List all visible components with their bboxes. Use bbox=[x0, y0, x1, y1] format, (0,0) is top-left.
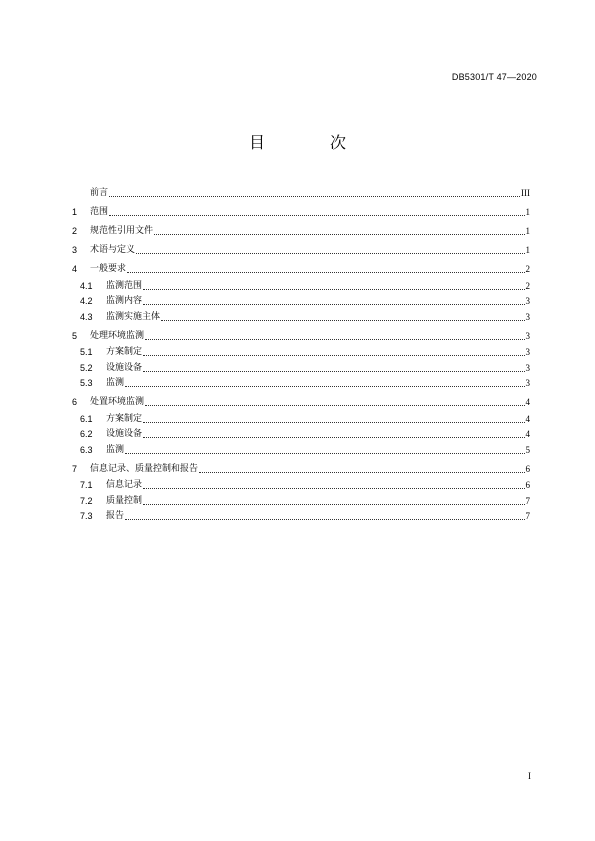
toc-entry-number: 6.2 bbox=[80, 429, 93, 439]
toc-entry[interactable] bbox=[72, 425, 530, 441]
toc-dot-leader bbox=[161, 320, 524, 321]
toc-entry[interactable] bbox=[72, 389, 530, 408]
toc-dot-leader bbox=[143, 371, 524, 372]
toc-entry-page: 4 bbox=[525, 413, 530, 424]
toc-entry-page: 1 bbox=[525, 226, 530, 236]
toc-entry-label: 方案制定 bbox=[106, 413, 143, 424]
toc-entry-label: 一般要求 bbox=[90, 264, 127, 274]
toc-entry-page: 2 bbox=[525, 280, 530, 291]
toc-entry-page: 2 bbox=[525, 264, 530, 274]
footer-page-number: I bbox=[528, 771, 531, 781]
toc-entry[interactable] bbox=[72, 323, 530, 342]
toc-entry-page: 7 bbox=[525, 511, 530, 521]
toc-entry-page: 5 bbox=[525, 444, 530, 455]
toc-entry-label: 质量控制 bbox=[106, 495, 143, 506]
toc-entry-number: 7.2 bbox=[80, 495, 93, 506]
toc-entry-label: 信息记录 bbox=[106, 480, 143, 490]
toc-entry-number: 2 bbox=[72, 226, 78, 236]
toc-entry-label: 规范性引用文件 bbox=[90, 226, 154, 236]
toc-entry-label: 处理环境监测 bbox=[90, 330, 145, 341]
toc-dot-leader bbox=[143, 304, 524, 305]
toc-entry-label: 报告 bbox=[106, 511, 125, 521]
toc-dot-leader bbox=[109, 196, 520, 197]
toc-entry-label: 处置环境监测 bbox=[90, 397, 145, 407]
toc-dot-leader bbox=[125, 519, 524, 520]
toc-entry-page: 4 bbox=[525, 429, 530, 439]
toc-entry[interactable] bbox=[72, 358, 530, 374]
toc-entry-page: 6 bbox=[525, 463, 530, 474]
toc-entry-page: 6 bbox=[525, 480, 530, 490]
toc-dot-leader bbox=[145, 339, 524, 340]
toc-entry-page: 1 bbox=[525, 207, 530, 217]
toc-entry-page: III bbox=[521, 188, 530, 198]
toc-entry-page: 3 bbox=[525, 296, 530, 306]
toc-entry-label: 术语与定义 bbox=[90, 245, 136, 255]
toc-entry-label: 设施设备 bbox=[106, 429, 143, 439]
toc-entry-number: 6.3 bbox=[80, 444, 93, 455]
toc-entry-number: 7 bbox=[72, 463, 78, 474]
toc-entry-page: 3 bbox=[525, 330, 530, 341]
toc-entry[interactable] bbox=[72, 276, 530, 292]
toc-entry-number: 5.1 bbox=[80, 347, 93, 357]
document-code: DB5301/T 47—2020 bbox=[451, 72, 537, 82]
toc-entry-label: 范围 bbox=[90, 207, 109, 217]
toc-entry-number: 4 bbox=[72, 264, 78, 274]
toc-dot-leader bbox=[143, 289, 524, 290]
toc-entry-page: 7 bbox=[525, 495, 530, 506]
toc-entry[interactable] bbox=[72, 180, 530, 199]
toc-entry[interactable] bbox=[72, 199, 530, 218]
toc-entry-number: 6.1 bbox=[80, 413, 93, 424]
toc-entry-label: 监测 bbox=[106, 444, 125, 455]
toc-entry[interactable] bbox=[72, 374, 530, 390]
toc-dot-leader bbox=[125, 453, 524, 454]
toc-entry-number: 3 bbox=[72, 245, 78, 255]
toc-entry[interactable] bbox=[72, 456, 530, 475]
toc-dot-leader bbox=[143, 422, 524, 423]
toc-dot-leader bbox=[127, 272, 524, 273]
toc-entry-number: 4.3 bbox=[80, 311, 93, 322]
toc-dot-leader bbox=[125, 386, 524, 387]
toc-dot-leader bbox=[143, 488, 524, 489]
toc-entry-number: 4.1 bbox=[80, 280, 93, 291]
toc-entry[interactable] bbox=[72, 343, 530, 359]
toc-entry-page: 4 bbox=[525, 397, 530, 407]
toc-dot-leader bbox=[145, 405, 524, 406]
toc-entry-label: 监测内容 bbox=[106, 296, 143, 306]
toc-dot-leader bbox=[109, 215, 524, 216]
toc-entry-label: 方案制定 bbox=[106, 347, 143, 357]
toc-entry-page: 3 bbox=[525, 362, 530, 373]
toc-entry-label: 信息记录、质量控制和报告 bbox=[90, 463, 199, 474]
toc-entry[interactable] bbox=[72, 237, 530, 256]
toc-dot-leader bbox=[199, 472, 524, 473]
toc-dot-leader bbox=[143, 355, 524, 356]
toc-entry-page: 3 bbox=[525, 347, 530, 357]
toc-entry[interactable] bbox=[72, 218, 530, 237]
toc-entry-label: 前言 bbox=[90, 188, 109, 198]
toc-entry[interactable] bbox=[72, 507, 530, 523]
toc-entry-number: 7.1 bbox=[80, 480, 93, 490]
toc-entry-number: 5 bbox=[72, 330, 78, 341]
toc-entry[interactable] bbox=[72, 491, 530, 507]
toc-entry[interactable] bbox=[72, 440, 530, 456]
toc-entry-page: 3 bbox=[525, 311, 530, 322]
toc-dot-leader bbox=[154, 234, 524, 235]
toc-dot-leader bbox=[143, 504, 524, 505]
toc-entry-number: 6 bbox=[72, 397, 78, 407]
toc-entry-label: 监测实施主体 bbox=[106, 311, 161, 322]
toc-entry[interactable] bbox=[72, 476, 530, 492]
toc-entry-label: 设施设备 bbox=[106, 362, 143, 373]
toc-entry-page: 3 bbox=[525, 378, 530, 388]
toc-entry-number: 5.2 bbox=[80, 362, 93, 373]
toc-entry-label: 监测 bbox=[106, 378, 125, 388]
toc-title: 目 次 bbox=[248, 133, 377, 152]
toc-entry[interactable] bbox=[72, 292, 530, 308]
toc-entry-number: 5.3 bbox=[80, 378, 93, 388]
toc-dot-leader bbox=[143, 437, 524, 438]
toc-entry-number: 4.2 bbox=[80, 296, 93, 306]
toc-entry-label: 监测范围 bbox=[106, 280, 143, 291]
toc-entry-number: 7.3 bbox=[80, 511, 93, 521]
toc-dot-leader bbox=[136, 253, 524, 254]
toc-entry[interactable] bbox=[72, 256, 530, 275]
toc-entry-page: 1 bbox=[525, 245, 530, 255]
toc-entry-number: 1 bbox=[72, 207, 78, 217]
toc-entry[interactable] bbox=[72, 409, 530, 425]
table-of-contents bbox=[72, 180, 530, 522]
toc-entry[interactable] bbox=[72, 307, 530, 323]
